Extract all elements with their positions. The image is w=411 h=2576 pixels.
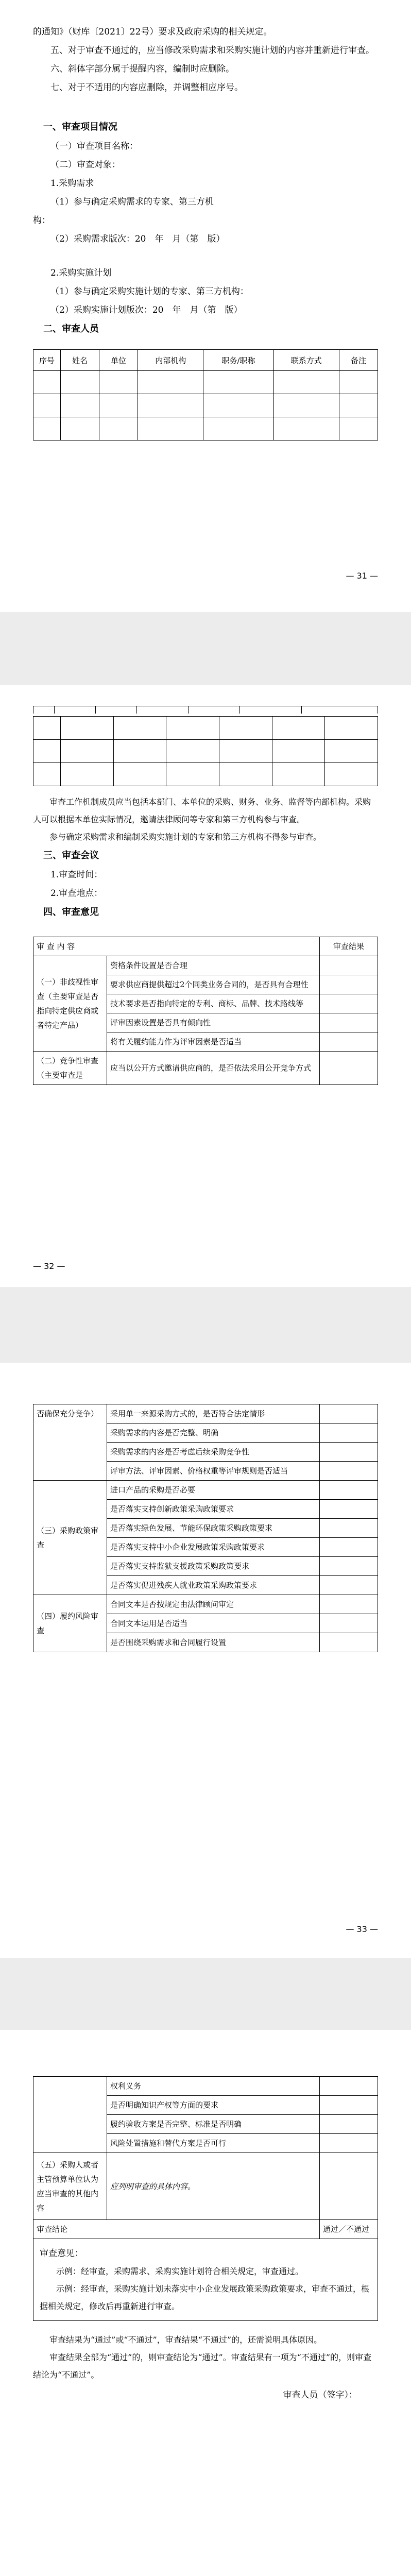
section-heading: 三、审查会议: [43, 850, 99, 861]
table-row: [33, 740, 378, 763]
review-item: 资格条件设置是否合理: [107, 956, 320, 975]
review-category: （二）竞争性审查（主要审查是: [33, 1052, 107, 1085]
page-number: — 32 —: [33, 1261, 65, 1271]
table-row: [33, 1481, 378, 1500]
result-cell: [320, 2153, 378, 2220]
opinion-example: 示例：经审查，采购实施计划未落实中小企业发展政策采购政策要求，审查不通过，根据相关规定，修改后再重新进行审查。: [40, 2284, 370, 2311]
review-item: 是否围绕采购需求和合同履行设置: [107, 1633, 320, 1652]
result-cell: [320, 1013, 378, 1032]
page-34-body: [33, 2076, 378, 2404]
opinion-row: [33, 2239, 378, 2321]
form-line: （1）参与确定采购需求的专家、第三方机: [50, 197, 214, 207]
review-table-continued: [33, 1404, 378, 1652]
review-item: 评审因素设置是否具有倾向性: [107, 1013, 320, 1032]
review-item: 合同文本是否按规定由法律顾问审定: [107, 1595, 320, 1614]
section-heading: 二、审查人员: [43, 324, 99, 334]
page-31-body: [33, 23, 378, 440]
review-item: 采购需求的内容是否完整、明确: [107, 1423, 320, 1443]
review-category: 否确保充分竞争）: [33, 1404, 107, 1481]
review-item: 是否明确知识产权等方面的要求: [107, 2096, 320, 2115]
review-item: 将有关履约能力作为评审因素是否适当: [107, 1032, 320, 1052]
result-cell: [320, 1481, 378, 1500]
result-cell: [320, 994, 378, 1013]
staff-table: [33, 349, 378, 440]
result-cell: [320, 1519, 378, 1538]
result-cell: [320, 975, 378, 994]
review-item: 是否落实绿色发展、节能环保政策采购政策要求: [107, 1519, 320, 1538]
form-line: （一）审查项目名称：: [50, 141, 138, 151]
opinion-title: 审查意见：: [40, 2248, 83, 2259]
page-32-body: [33, 716, 378, 1085]
table-header-cell: 单位: [99, 350, 138, 371]
form-line: 2.审查地点：: [50, 888, 103, 899]
conclusion-label: 审查结论: [33, 2220, 320, 2239]
opinion-cell: [33, 2239, 378, 2321]
result-cell: [320, 1538, 378, 1557]
review-item: 是否落实促进残疾人就业政策采购政策要求: [107, 1576, 320, 1595]
result-cell: [320, 2134, 378, 2153]
result-cell: [320, 1423, 378, 1443]
review-item: 技术要求是否指向特定的专利、商标、品牌、技术路线等: [107, 994, 320, 1013]
result-cell: [320, 956, 378, 975]
italic-note: 参与确定采购需求和编制采购实施计划的专家和第三方机构不得参与审查。: [49, 832, 322, 842]
page-33-body: [33, 1404, 378, 1652]
result-cell: [320, 1462, 378, 1481]
result-cell: [320, 2115, 378, 2134]
page-number: — 31 —: [346, 571, 378, 581]
table-row: [33, 717, 378, 740]
form-line: （1）参与确定采购实施计划的专家、第三方机构：: [50, 286, 249, 297]
review-category: （一）非歧视性审查（主要审查是否指向特定供应商或者特定产品）: [33, 956, 107, 1052]
table-row: [33, 1595, 378, 1614]
review-item: 权利义务: [107, 2077, 320, 2096]
result-cell: [320, 1052, 378, 1085]
table-row: [33, 2077, 378, 2096]
review-item: 是否落实支持中小企业发展政策采购政策要求: [107, 1538, 320, 1557]
review-item: 应列明审查的具体内容。: [107, 2153, 320, 2220]
result-cell: [320, 1443, 378, 1462]
result-cell: [320, 2077, 378, 2096]
review-item: 应当以公开方式邀请供应商的，是否依法采用公开竞争方式: [107, 1052, 320, 1085]
rule-paragraph: 五、对于审查不通过的，应当修改采购需求和采购实施计划的内容并重新进行审查。: [50, 45, 374, 56]
table-header-cell: 审查结果: [320, 937, 378, 956]
italic-note: 审查工作机制成员应当包括本部门、本单位的采购、财务、业务、监督等内部机构。采购人可以根据本单位实际情况，邀请法律顾问等专家和第三方机构参与审查。: [33, 797, 371, 824]
form-line: 1.审查时间：: [50, 870, 103, 880]
staff-table-continued: [33, 716, 378, 786]
table-header-row: [33, 350, 378, 371]
rule-paragraph: 七、对于不适用的内容应删除，并调整相应序号。: [50, 82, 243, 93]
document-page-34: [0, 2030, 411, 2576]
review-item: 履约验收方案是否完整、标准是否明确: [107, 2115, 320, 2134]
table-row: [33, 2153, 378, 2220]
form-line: （二）审查对象：: [50, 160, 121, 170]
form-line: 1.采购需求: [50, 178, 94, 189]
review-category: （四）履约风险审查: [33, 1595, 107, 1652]
result-cell: [320, 1595, 378, 1614]
section-heading: 一、审查项目情况: [43, 122, 117, 132]
section-heading: 四、审查意见: [43, 907, 99, 918]
opinion-example: 示例：经审查，采购需求、采购实施计划符合相关规定，审查通过。: [56, 2266, 304, 2276]
result-cell: [320, 2096, 378, 2115]
result-cell: [320, 1404, 378, 1423]
review-item: 采购需求的内容是否考虑后续采购竞争性: [107, 1443, 320, 1462]
result-cell: [320, 1576, 378, 1595]
table-header-cell: 姓名: [61, 350, 99, 371]
result-cell: [320, 1032, 378, 1052]
form-line: 构：: [33, 215, 50, 226]
review-item: 风险处置措施和替代方案是否可行: [107, 2134, 320, 2153]
form-line: （2）采购实施计划版次：20 年 月（第 版）: [50, 305, 243, 315]
result-cell: [320, 1633, 378, 1652]
conclusion-row: [33, 2220, 378, 2239]
review-category: （三）采购政策审查: [33, 1481, 107, 1595]
review-table-continued: [33, 2076, 378, 2321]
table-row: [33, 394, 378, 417]
table-header-row: [33, 937, 378, 956]
review-table: [33, 937, 378, 1085]
review-item: 进口产品的采购是否必要: [107, 1481, 320, 1500]
result-cell: [320, 1614, 378, 1633]
rule-paragraph: 六、斜体字部分属于提醒内容，编制时应删除。: [50, 64, 234, 74]
table-header-cell: 内部机构: [138, 350, 203, 371]
table-row: [33, 371, 378, 394]
review-category: （五）采购人或者主管预算单位认为应当审查的其他内容: [33, 2153, 107, 2220]
review-category: [33, 2077, 107, 2153]
page-number: — 33 —: [346, 1924, 378, 1934]
table-row: [33, 956, 378, 975]
review-item: 评审方法、评审因素、价格权重等评审规则是否适当: [107, 1462, 320, 1481]
intro-paragraph: 的通知》（财库〔2021〕22号）要求及政府采购的相关规定。: [33, 27, 272, 37]
form-line: （2）采购需求版次：20 年 月（第 版）: [50, 234, 225, 244]
italic-note: 审查结果为“通过”或“不通过”，审查结果“不通过”的，还需说明具体原因。: [49, 2335, 322, 2345]
document-page-31: [0, 0, 411, 612]
review-item: 是否落实支持监狱支援政策采购政策要求: [107, 1557, 320, 1576]
table-row: [33, 763, 378, 786]
table-row: [33, 1052, 378, 1085]
italic-note: 审查结果全部为“通过”的，则审查结论为“通过”。审查结果有一项为“不通过”的，则审查结论为“不通过”。: [33, 2352, 372, 2380]
document-page-32: [0, 685, 411, 1287]
signature-line: 审查人员（签字）：: [283, 2390, 357, 2400]
document-page-33: [0, 1363, 411, 1958]
table-row: [33, 1404, 378, 1423]
table-header-cell: 联系方式: [273, 350, 339, 371]
table-header-cell: 序号: [33, 350, 61, 371]
review-item: 要求供应商提供超过2个同类业务合同的，是否具有合理性: [107, 975, 320, 994]
review-item: 是否落实支持创新政策采购政策要求: [107, 1500, 320, 1519]
table-continuation: [33, 706, 378, 714]
table-header-cell: 职务/职称: [203, 350, 273, 371]
review-item: 采用单一来源采购方式的，是否符合法定情形: [107, 1404, 320, 1423]
table-row: [33, 417, 378, 440]
result-cell: [320, 1557, 378, 1576]
review-item: 合同文本运用是否适当: [107, 1614, 320, 1633]
form-line: 2.采购实施计划: [50, 268, 112, 278]
conclusion-value: 通过／不通过: [320, 2220, 378, 2239]
table-header-cell: 备注: [339, 350, 378, 371]
table-header-cell: 审 查 内 容: [33, 937, 320, 956]
result-cell: [320, 1500, 378, 1519]
